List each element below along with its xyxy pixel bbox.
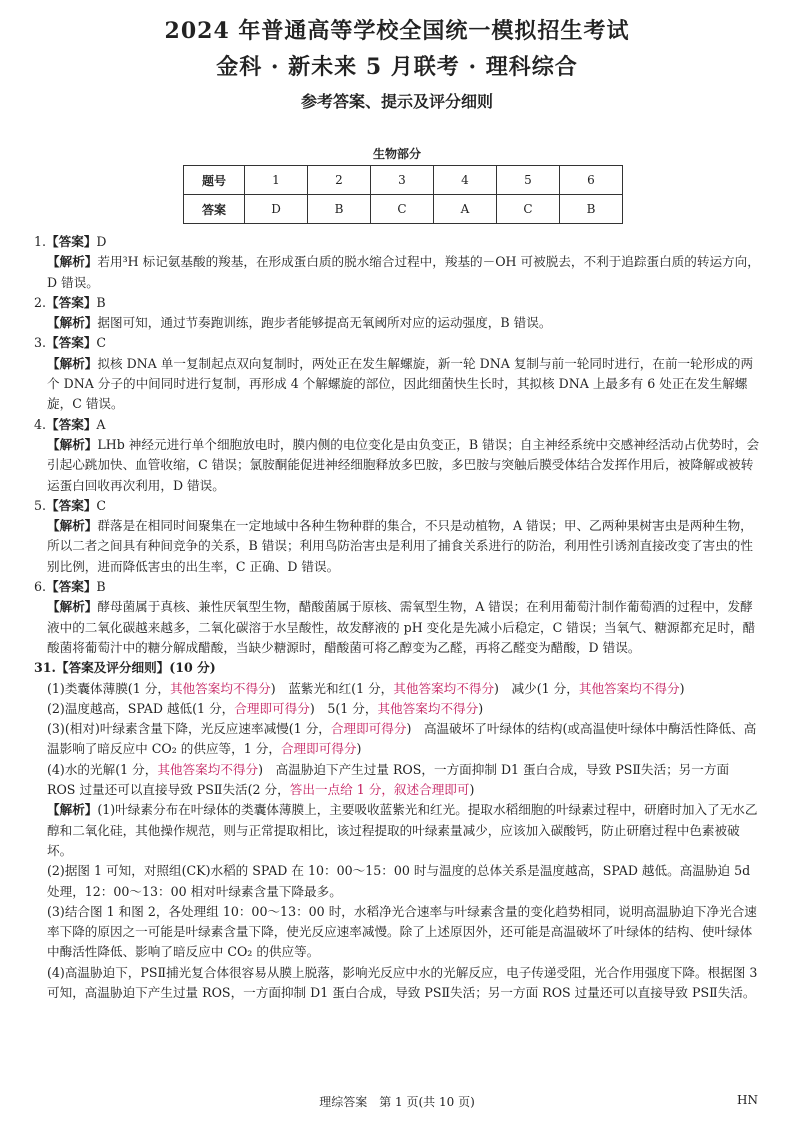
explanation-label: 【解析】 [47, 355, 98, 371]
scoring-note: 其他答案均不得分 [578, 680, 680, 696]
question-number: 4. [34, 416, 47, 432]
table-cell: 题号 [184, 166, 245, 195]
scoring-note: 其他答案均不得分 [377, 700, 479, 716]
text: ) 蓝紫光和红(1 分， [270, 680, 394, 696]
question-number: 6. [34, 579, 47, 595]
explanation-label: 【解析】 [47, 518, 98, 534]
question-answer [34, 232, 760, 252]
scoring-note: 合理即可得分 [234, 700, 310, 716]
scoring-note: 合理即可得分 [280, 741, 357, 757]
exam-title: 2024 年普通高等学校全国统一模拟招生考试 [164, 18, 630, 44]
text: (4)水的光解(1 分， [47, 761, 158, 777]
region-code: HN [737, 1093, 758, 1107]
question-answer [34, 293, 760, 313]
question-explanation [34, 313, 760, 333]
table-cell: A [434, 195, 497, 224]
question-number: 1. [34, 234, 47, 249]
text: (3)(相对)叶绿素含量下降，光反应速率减慢(1 分， [47, 721, 331, 737]
table-cell: 答案 [184, 195, 245, 224]
question-number: 2. [34, 294, 47, 310]
question-answer [34, 333, 760, 353]
answer-value: D [96, 234, 107, 249]
table-cell: 1 [245, 166, 308, 195]
text: ) [478, 700, 484, 716]
table-caption: 生物部分 [372, 147, 421, 161]
answer-label: 【答案】 [46, 497, 97, 513]
q31-explanation [34, 800, 760, 861]
q31-explanation: (4)高温胁迫下，PSⅡ捕光复合体很容易从膜上脱落，影响光反应中水的光解反应，电子传递受阻，光合作用强度下降。根据图 3 可知，高温胁迫下产生过量 ROS，一方面抑制 D1 蛋白合成，导致 PSⅡ失活；另一方面 ROS 过量还可以直接导致 PSⅡ失活。 [47, 964, 758, 1000]
text: ) [679, 680, 685, 696]
explanation-text: LHb 神经元进行单个细胞放电时，膜内侧的电位变化是由负变正，B 错误；自主神经系统中交感神经活动占优势时，会引起心跳加快、血管收缩，C 错误；氯胺酮能促进神经细胞释放多巴胺，多巴胺与突触后膜受体结合发挥作用后，被降解或被转运蛋白回收再次利用，D 错误。 [47, 436, 760, 493]
answer-label: 【答案】 [46, 416, 97, 432]
scoring-note: 其他答案均不得分 [157, 761, 259, 777]
explanation-label: 【解析】 [47, 254, 98, 270]
question-answer [34, 496, 760, 516]
explanation-label: 【解析】 [47, 802, 98, 818]
q31-explanation: (2)据图 1 可知，对照组(CK)水稻的 SPAD 在 10：00～15：00 时与温度的总体关系是温度越高，SPAD 越低。高温胁迫 5d 处理，12：00～13：00 相对叶绿素含量下降最多。 [47, 863, 751, 899]
text: (1)类囊体薄膜(1 分， [47, 680, 170, 696]
question-answer [34, 415, 760, 435]
answer-value: C [96, 497, 107, 513]
answer-label: 【答案】 [46, 579, 97, 595]
text: (2)温度越高，SPAD 越低(1 分， [47, 700, 235, 716]
question-number: 3. [34, 335, 47, 351]
q31-part4 [34, 760, 760, 801]
q31-part1 [34, 679, 760, 699]
table-cell: 6 [560, 166, 623, 195]
text: ) [469, 782, 475, 798]
question-answer [34, 577, 760, 597]
scoring-note: 其他答案均不得分 [393, 680, 495, 696]
question-explanation [34, 435, 760, 496]
question-explanation [34, 252, 760, 293]
explanation-text: 酵母菌属于真核、兼性厌氧型生物，醋酸菌属于原核、需氧型生物，A 错误；在利用葡萄汁制作葡萄酒的过程中，发酵液中的二氧化碳越来越多，二氧化碳溶于水呈酸性，故发酵液的 pH 变化是先减小后稳定，C 错误；当氧气、糖源都充足时，醋酸菌将葡萄汁中的糖分解成醋酸，当缺少糖源时，醋酸菌可将乙醇变为乙醛，再将乙醛变为醋酸，D 错误。 [47, 599, 756, 655]
q31-part2 [34, 699, 760, 719]
question-number: 5. [34, 497, 47, 513]
table-cell: B [560, 195, 623, 224]
text: ) 5(1 分， [309, 700, 378, 716]
q31-heading: 31.【答案及评分细则】(10 分) [34, 660, 216, 676]
table-row [184, 166, 623, 195]
text: ) 减少(1 分， [494, 680, 579, 696]
explanation-label: 【解析】 [47, 436, 98, 452]
question-explanation [34, 597, 760, 658]
answer-value: C [96, 335, 107, 351]
table-cell: 4 [434, 166, 497, 195]
explanation-text: 拟核 DNA 单一复制起点双向复制时，两处正在发生解螺旋，新一轮 DNA 复制与前一轮同时进行，在前一轮形成的两个 DNA 分子的中间同时进行复制，再形成 4 个解螺旋的部位，因此细菌快生长时，其拟核 DNA 上最多有 6 处正在发生解螺旋，C 错误。 [47, 355, 754, 412]
question-explanation [34, 354, 760, 415]
table-cell: B [308, 195, 371, 224]
text: ) 高温胁迫下产生过量 ROS，一方面抑制 D1 蛋白合成，导致 PSⅡ失活；另一方面 ROS 过量还可以直接导致 PSⅡ失活(2 分， [47, 761, 730, 798]
answer-body [34, 232, 760, 1003]
table-cell: D [245, 195, 308, 224]
answer-table [183, 165, 623, 224]
table-cell: 5 [497, 166, 560, 195]
scoring-note: 合理即可得分 [330, 721, 407, 737]
explanation-label: 【解析】 [47, 315, 98, 331]
page-footer: 理综答案 第 1 页(共 10 页) [319, 1095, 475, 1109]
q31-explanation: (3)结合图 1 和图 2，各处理组 10：00～13：00 时，水稻净光合速率与叶绿素含量的变化趋势相同，说明高温胁迫下净光合速率下降的原因之一可能是叶绿素含量下降，使光反应速率减慢。除了上述原因外，还可能是高温破坏了叶绿体的结构、使叶绿体中酶活性降低、影响了暗反应中 CO₂ 的供应等。 [47, 903, 757, 960]
table-cell: 3 [371, 166, 434, 195]
explanation-text: 群落是在相同时间聚集在一定地域中各种生物种群的集合，不只是动植物，A 错误；甲、乙两种果树害虫是两种生物，所以二者之间具有种间竞争的关系，B 错误；利用鸟防治害虫是利用了捕食关系进行的防治，利用性引诱剂直接改变了害虫的性别比例，进而降低害虫的出生率，C 正确、D 错误。 [47, 518, 753, 574]
explanation-text: (1)叶绿素分布在叶绿体的类囊体薄膜上，主要吸收蓝紫光和红光。提取水稻细胞的叶绿素过程中，研磨时加入了无水乙醇和二氧化硅，其他操作规范，则与正常提取相比，该过程提取的叶绿素量减少，应该加入碳酸钙，防止研磨过程中色素被破坏。 [47, 802, 758, 858]
text: ) 高温破坏了叶绿体的结构(或高温使叶绿体中酶活性降低、高温影响了暗反应中 CO₂ 的供应等，1 分， [47, 721, 757, 757]
section-heading: 参考答案、提示及评分细则 [300, 92, 493, 111]
question-explanation [34, 516, 760, 577]
scoring-note: 答出一点给 1 分，叙述合理即可 [289, 782, 470, 798]
exam-subtitle: 金科 · 新未来 5 月联考 · 理科综合 [216, 54, 578, 80]
table-cell: C [497, 195, 560, 224]
explanation-label: 【解析】 [47, 599, 98, 615]
table-cell: 2 [308, 166, 371, 195]
answer-label: 【答案】 [46, 294, 97, 310]
text: ) [356, 741, 362, 757]
answer-label: 【答案】 [46, 234, 97, 249]
explanation-text: 若用³H 标记氨基酸的羧基，在形成蛋白质的脱水缩合过程中，羧基的－OH 可被脱去，不利于追踪蛋白质的转运方向，D 错误。 [47, 254, 760, 290]
table-row [184, 195, 623, 224]
table-cell: C [371, 195, 434, 224]
answer-value: A [96, 416, 106, 432]
explanation-text: 据图可知，通过节奏跑训练，跑步者能够提高无氧阈所对应的运动强度，B 错误。 [97, 315, 552, 331]
answer-value: B [96, 294, 106, 310]
scoring-note: 其他答案均不得分 [169, 680, 271, 696]
q31-part3 [34, 719, 760, 760]
answer-value: B [96, 579, 106, 595]
answer-label: 【答案】 [46, 335, 97, 351]
